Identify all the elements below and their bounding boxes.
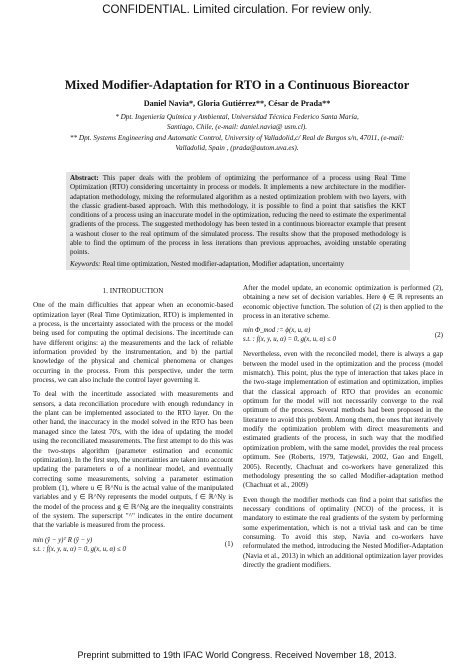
equation-1-number: (1) bbox=[224, 540, 233, 549]
equation-2-body bbox=[243, 326, 336, 344]
affiliation-line: Valladolid, Spain , (prada@autom.uva.es). bbox=[175, 144, 299, 152]
left-column bbox=[33, 287, 233, 560]
abstract-body bbox=[70, 174, 406, 258]
keywords-label: Keywords: bbox=[70, 259, 101, 268]
paper-title: Mixed Modifier-Adaptation for RTO in a Continuous Bioreactor bbox=[64, 78, 410, 92]
body-paragraph: After the model update, an economic optimization is performed (2), obtaining a new set of decision variables. Here ϕ ∈ ℝ represents an economic objective function. The solution of (2) is then applied to the process in an iterative scheme. bbox=[243, 284, 443, 321]
author-list: Daniel Navia*, Gloria Gutiérrez**, César de Prada** bbox=[143, 99, 331, 108]
preprint-footer: Preprint submitted to 19th IFAC World Congress. Received November 18, 2013. bbox=[77, 650, 397, 660]
equation-1-body bbox=[33, 536, 126, 554]
intro-paragraph: To deal with the incertitude associated with measurements and sensors, a data reconciliation procedure with enough redundancy in the plant can be implemented associated to the RTO layer. On the other hand, the inaccuracy in the model solved in the RTO has been managed since the latest 70's, with the idea of updating the model using the reconciliated measurements. The first attempt to do this was the two-steps algorithm (parameter estimation and economic optimization). In the first step, the uncertainties are taken into account updating the parameters α of a nonlinear model, and eventually correcting some measurements, solving a parameter estimation problem (1), where u ∈ ℝ^Nu is the actual value of the manipulated variables and y ∈ ℝ^Ny represents the model outputs, f ∈ ℝ^Ny is the model of the process and g ∈ ℝ^Ng are the inequality constraints of the system. The superscript "^" indicates in the entire document that the variable is measured from the process. bbox=[33, 390, 233, 530]
section-heading: 1. INTRODUCTION bbox=[102, 287, 164, 295]
keywords-line bbox=[70, 260, 406, 269]
affiliation-line: ** Dpt. Systems Engineering and Automatic Control, University of Valladolid,c/ Real de Burgos s/n, 47011, (e-mail: bbox=[69, 134, 405, 142]
abstract-label: Abstract: bbox=[70, 174, 99, 182]
equation-2 bbox=[243, 326, 443, 344]
equation-2-number: (2) bbox=[434, 330, 443, 339]
keywords-text: Real time optimization, Nested modifier-adaptation, Modifier adaptation, uncertainty bbox=[102, 259, 345, 268]
confidential-header: CONFIDENTIAL. Limited circulation. For review only. bbox=[102, 4, 372, 16]
right-column bbox=[243, 284, 443, 575]
equation-1-line1: min (ŷ − y)ᵀ R (ŷ − y) bbox=[33, 536, 93, 544]
abstract-text: This paper deals with the problem of optimizing the performance of a process using Real Time Optimization (RTO) considering uncertainty in process or models. It implements a new architecture in the modifier-adaptation methodology, mixing the reformulated algorithm as a nested optimization problem with two layers, with the classic gradient-based approach. With this methodology, it is possible to find a point that satisfies the KKT conditions of a process using an inaccurate model in the optimization, reducing the need to estimate the experimental gradients of the process. The suggested methodology has been tested in a continuous bioreactor example that present a washout closer to the real optimum of the simulated process. The results show that the proposed methodology is able to find the optimum of the process in less iterations than previous approaches, avoiding unstable operating points. bbox=[70, 174, 406, 257]
affiliation-line: Santiago, Chile, (e-mail: daniel.navia@ usm.cl). bbox=[166, 123, 308, 131]
body-paragraph: Even though the modifier methods can find a point that satisfies the necessary conditions of optimality (NCO) of the process, it is mandatory to estimate the real gradients of the system by performing some experimentation, which is not a trivial task and can be time consuming. To avoid this step, Navia and co-workers have reformulated the method, introducing the Nested Modifier-Adaptation (Navia et al., 2013) in which an additional optimization layer provides directly the gradient modifiers. bbox=[243, 495, 443, 569]
equation-1 bbox=[33, 536, 233, 554]
equation-2-line2: s.t. : f(x, y, u, α) = 0, g(x, u, α) ≤ 0 bbox=[243, 336, 336, 344]
abstract-box bbox=[66, 172, 410, 270]
equation-2-line1: min Φ_mod := ϕ(x, u, α) bbox=[243, 327, 311, 335]
equation-1-line2: s.t. : f(x, y, u, α) = 0, g(x, u, α) ≤ 0 bbox=[33, 545, 126, 553]
affiliation-line: * Dpt. Ingeniería Química y Ambiental, Universidad Técnica Federico Santa María, bbox=[115, 113, 359, 121]
body-paragraph: Nevertheless, even with the reconciled model, there is always a gap between the model used in the optimization and the process (model mismatch). This point, plus the type of interaction that takes place in the two-stage implementation of estimation and optimization, implies that the classical approach of RTO that provides an economic optimum for the model will not necessarily converge to the real optimum of the process. Several methods had been proposed in the literature to avoid this problem. Among them, the ones that iteratively modify the optimization problem with direct measurements and estimated gradients of the process, in such way that the modified optimization problem, with the same model, provides the real process optimum. See (Roberts, 1979, Tatjewski, 2002, Gao and Engell, 2005). Recently, Chachuat and co-workers have generalized this methodology presenting the so called Modifier-adaptation method (Chachuat et al., 2009) bbox=[243, 350, 443, 490]
intro-paragraph: One of the main difficulties that appear when an economic-based optimization layer (Real Time Optimization, RTO) is implemented in a process, is the uncertainty associated with the process or the model being used for computing the optimal decisions. The incertitude can have different origins: a) the measurements and the lack of reliable information provided by the instrumentation, and b) the partial knowledge of the physical and chemical phenomena or changes occurring in the process. From this perspective, under the term process, we can also include the control layer governing it. bbox=[33, 301, 233, 385]
